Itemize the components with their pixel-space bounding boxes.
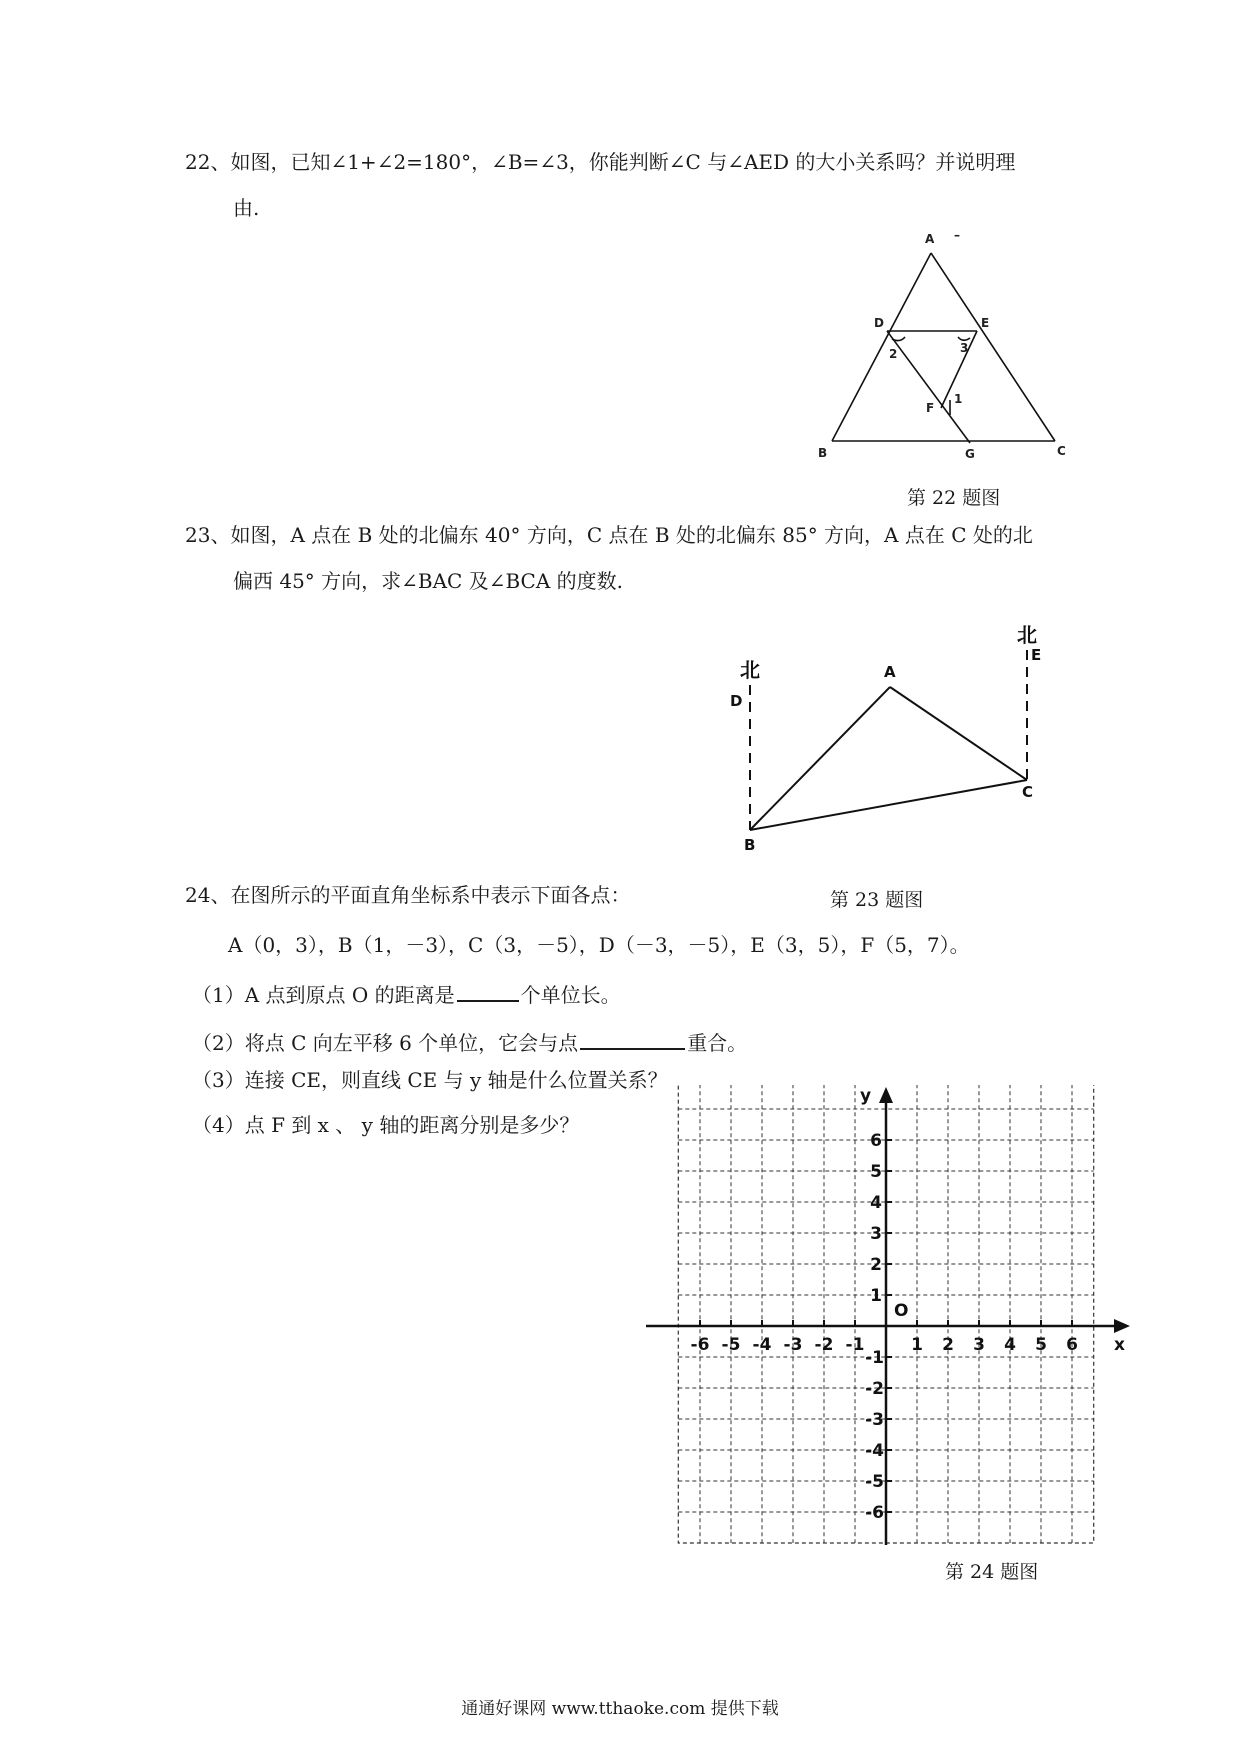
- q24-sub1-text: （1）A 点到原点 O 的距离是: [192, 983, 455, 1007]
- x-tick-label: -6: [690, 1335, 710, 1355]
- q24-sub2-text: （2）将点 C 向左平移 6 个单位，它会与点: [192, 1031, 579, 1055]
- x-axis-arrow: [1114, 1319, 1130, 1333]
- q24-sub2-after: 重合。: [687, 1031, 748, 1055]
- q24-sub1: [192, 982, 621, 1007]
- x-tick-label: -5: [721, 1335, 741, 1355]
- y-tick-label: 6: [870, 1131, 882, 1151]
- q24-sub4: （4）点 F 到 x 、 y 轴的距离分别是多少？: [192, 1113, 580, 1137]
- q22-caption: 第 22 题图: [907, 487, 1001, 509]
- y-tick-label: -3: [865, 1410, 884, 1430]
- x-tick-label: -1: [845, 1335, 865, 1355]
- q24-sub2: [192, 1030, 747, 1055]
- q23-label-a: A: [884, 663, 896, 681]
- y-tick-label: 3: [870, 1224, 882, 1244]
- q23-north-left: 北: [740, 658, 760, 682]
- x-tick-label: -3: [783, 1335, 803, 1355]
- q22-label-g: G: [965, 447, 975, 461]
- q24-coordinate-grid: [640, 1085, 1140, 1545]
- q23-label-d: D: [730, 692, 743, 710]
- x-tick-label: 6: [1066, 1335, 1078, 1355]
- y-tick-label: 2: [870, 1255, 882, 1275]
- q22-label-f: F: [926, 401, 935, 415]
- y-axis-label: y: [860, 1086, 872, 1106]
- x-tick-label: 1: [911, 1335, 923, 1355]
- y-tick-label: -2: [865, 1379, 884, 1399]
- x-tick-label: 4: [1004, 1335, 1016, 1355]
- q23-label-c: C: [1022, 783, 1034, 801]
- origin-label: O: [894, 1301, 909, 1321]
- y-tick-label: 5: [870, 1162, 882, 1182]
- page-footer: 通通好课网 www.tthaoke.com 提供下载: [461, 1699, 779, 1719]
- q24-sub1-after: 个单位长。: [520, 983, 621, 1007]
- y-tick-label: -5: [865, 1472, 884, 1492]
- y-tick-label: 4: [870, 1193, 882, 1213]
- q23-figure: [720, 605, 1060, 865]
- q24-intro: 24、在图所示的平面直角坐标系中表示下面各点：: [185, 883, 631, 907]
- q22-label-c: C: [1057, 444, 1066, 458]
- q22-label-mark: –: [954, 228, 960, 242]
- q22-label-1: 1: [954, 392, 963, 406]
- q22-line2: 由.: [233, 196, 260, 220]
- q22-label-b: B: [818, 446, 828, 460]
- q24-points: A（0，3），B（1，－3），C（3，－5），D（－3，－5），E（3，5），F（5，7）。: [228, 933, 970, 957]
- q23-caption: 第 23 题图: [830, 889, 924, 911]
- q22-line1: 22、如图，已知∠1+∠2=180°，∠B=∠3，你能判断∠C 与∠AED 的大小关系吗？并说明理: [185, 150, 1016, 174]
- q22-label-2: 2: [889, 347, 898, 361]
- y-tick-label: -4: [865, 1441, 884, 1461]
- q23-line1: 23、如图，A 点在 B 处的北偏东 40° 方向，C 点在 B 处的北偏东 85° 方向，A 点在 C 处的北: [185, 523, 1033, 547]
- x-tick-label: 5: [1035, 1335, 1047, 1355]
- q23-label-e: E: [1031, 646, 1042, 664]
- x-axis-label: x: [1114, 1335, 1125, 1355]
- x-tick-label: 2: [942, 1335, 954, 1355]
- q23-label-b: B: [744, 836, 756, 854]
- q22-label-a: A: [925, 232, 935, 246]
- q24-sub1-blank[interactable]: [457, 982, 519, 1002]
- q22-label-d: D: [874, 316, 884, 330]
- q24-sub3: （3）连接 CE，则直线 CE 与 y 轴是什么位置关系？: [192, 1068, 668, 1092]
- x-tick-label: -4: [752, 1335, 772, 1355]
- q24-caption: 第 24 题图: [945, 1561, 1039, 1583]
- x-tick-label: -2: [814, 1335, 834, 1355]
- q24-sub2-blank[interactable]: [580, 1030, 685, 1050]
- q23-north-right: 北: [1017, 623, 1037, 647]
- q22-figure: [810, 225, 1080, 465]
- x-tick-label: 3: [973, 1335, 985, 1355]
- q23-line2: 偏西 45° 方向，求∠BAC 及∠BCA 的度数.: [233, 569, 624, 593]
- q22-label-3: 3: [960, 341, 969, 355]
- y-axis-arrow: [879, 1087, 893, 1103]
- q22-label-e: E: [981, 316, 990, 330]
- y-tick-label: 1: [870, 1286, 882, 1306]
- y-tick-label: -1: [865, 1348, 884, 1368]
- y-tick-label: -6: [865, 1503, 884, 1523]
